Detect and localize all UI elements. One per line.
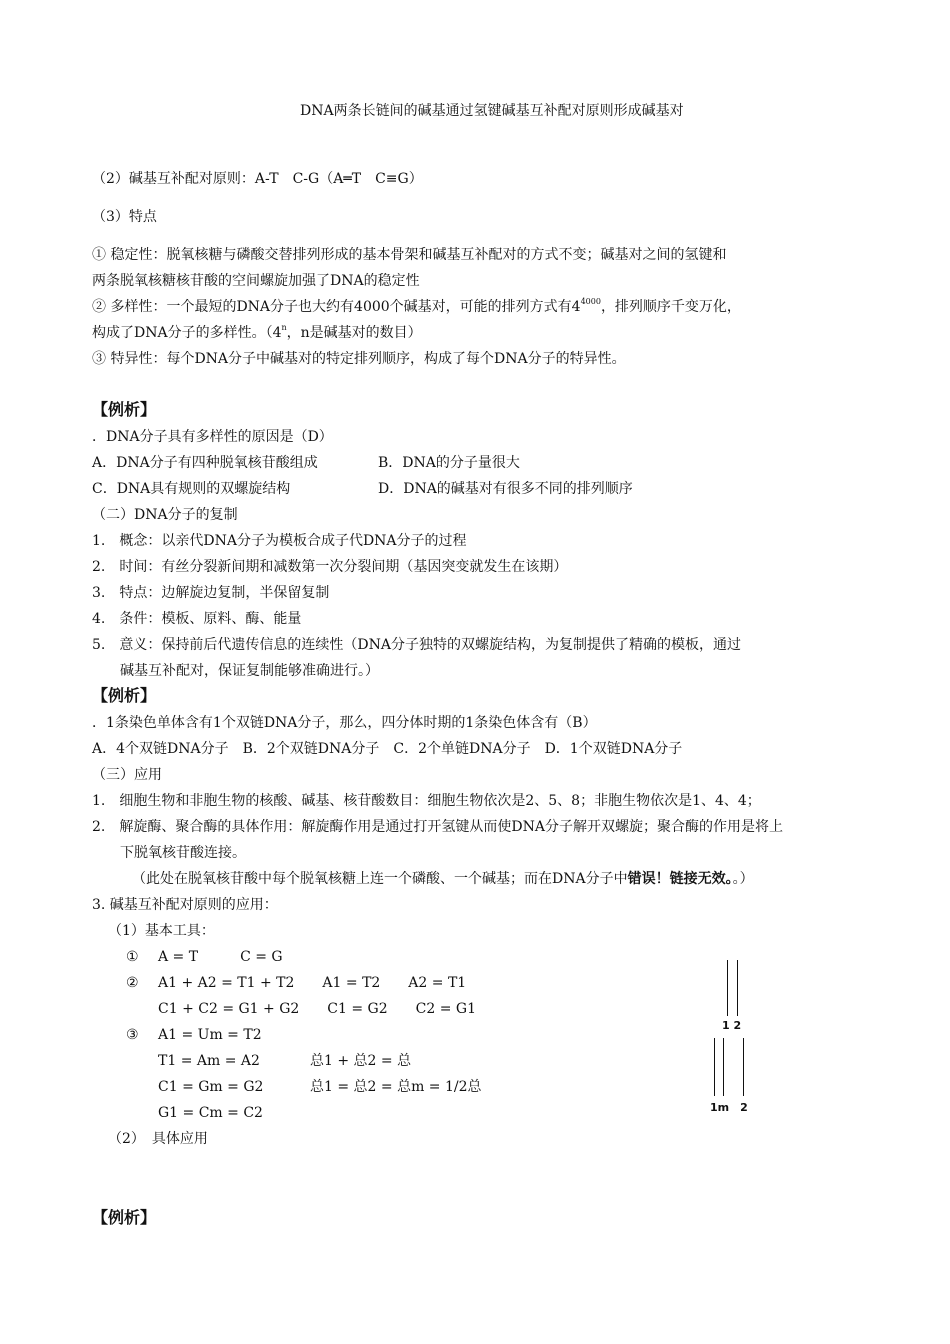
equation-c1: C1 = Gm = G2 [158, 1079, 264, 1095]
application-item-1: 1. 细胞生物和非胞生物的核酸、碱基、核苷酸数目：细胞生物依次是2、5、8；非胞生物依次是1、4、4； [92, 793, 761, 809]
strand-line-2-top [737, 960, 738, 1016]
feature-stability-1: ① 稳定性：脱氧核糖与磷酸交替排列形成的基本骨架和碱基互补配对的方式不变；碱基对之间的氢键和 [92, 247, 727, 263]
specific-application-heading: （2） 具体应用 [108, 1131, 208, 1147]
equation-total-half: 总1 = 总2 = 总m = 1/2总 [310, 1079, 482, 1095]
equation-g1: G1 = Cm = C2 [158, 1105, 263, 1121]
strand-line-m-bottom [723, 1038, 724, 1096]
circled-2: ② [126, 975, 139, 991]
application-item-3: 3. 碱基互补配对原则的应用： [92, 897, 278, 913]
strand-bottom-label: 1m 2 [710, 1101, 748, 1114]
example1-question: ．DNA分子具有多样性的原因是（D） [92, 429, 333, 445]
strand-line-1-top [727, 960, 728, 1016]
feature-stability-2: 两条脱氧核糖核苷酸的空间螺旋加强了DNA的稳定性 [92, 273, 420, 289]
equation-sum-c: C1 + C2 = G1 + G2 C1 = G2 C2 = G1 [158, 1001, 476, 1017]
feature-specificity: ③ 特异性：每个DNA分子中碱基对的特定排列顺序，构成了每个DNA分子的特异性。 [92, 351, 626, 367]
example2-question: ．1条染色单体含有1个双链DNA分子，那么，四分体时期的1条染色体含有（B） [92, 715, 597, 731]
broken-link-error: 错误！链接无效。 [627, 871, 733, 887]
replication-item-2: 2. 时间：有丝分裂新间期和减数第一次分裂间期（基因突变就发生在该期） [92, 559, 568, 575]
example1-option-c: C．DNA具有规则的双螺旋结构 [92, 481, 291, 497]
example1-option-a: A．DNA分子有四种脱氧核苷酸组成 [92, 455, 318, 471]
equation-sum-a: A1 + A2 = T1 + T2 A1 = T2 A2 = T1 [158, 975, 467, 991]
diversity-note: 构成了DNA分子的多样性。（4 [92, 325, 282, 341]
example1-option-d: D．DNA的碱基对有很多不同的排列顺序 [378, 481, 633, 497]
application-item-2-cont: 下脱氧核苷酸连接。 [120, 845, 246, 861]
replication-title: （二）DNA分子的复制 [92, 507, 238, 523]
replication-item-5: 5. 意义：保持前后代遗传信息的连续性（DNA分子独特的双螺旋结构，为复制提供了精确的模板，通过 [92, 637, 741, 653]
strand-top-label: 1 2 [722, 1019, 742, 1032]
equation-total-sum: 总1 + 总2 = 总 [310, 1053, 412, 1069]
note-tail: 。） [732, 871, 754, 887]
feature-diversity-1 [92, 298, 741, 316]
example-header-3: 【例析】 [92, 1208, 157, 1227]
diversity-exponent: 4000 [580, 297, 601, 306]
example1-option-b: B．DNA的分子量很大 [378, 455, 520, 471]
application-item-2-note [132, 870, 754, 888]
top-line: DNA两条长链间的碱基通过氢键碱基互补配对原则形成碱基对 [300, 103, 684, 119]
equation-t1: T1 = Am = A2 [158, 1053, 260, 1069]
example2-options: A．4个双链DNA分子 B．2个双链DNA分子 C．2个单链DNA分子 D．1个双链DNA分子 [92, 741, 683, 757]
feature-diversity-2 [92, 324, 422, 342]
example-header-2: 【例析】 [92, 686, 157, 705]
equation-a1: A1 = Um = T2 [158, 1027, 262, 1043]
replication-item-1: 1. 概念：以亲代DNA分子为模板合成子代DNA分子的过程 [92, 533, 467, 549]
basic-tools-heading: （1）基本工具： [108, 923, 215, 939]
example-header-1: 【例析】 [92, 400, 157, 419]
circled-1: ① [126, 949, 139, 965]
diversity-note-tail: ，n是碱基对的数目） [286, 325, 422, 341]
diversity-note-exponent: n [281, 323, 287, 332]
circled-3: ③ [126, 1027, 139, 1043]
equation-a-t: A = T C = G [158, 949, 283, 965]
diversity-text-tail: ，排列顺序千变万化， [600, 299, 741, 315]
replication-item-5-cont: 碱基互补配对，保证复制能够准确进行。） [120, 663, 379, 679]
application-title: （三）应用 [92, 767, 162, 783]
strand-line-1-bottom [714, 1038, 715, 1096]
features-heading: （3）特点 [92, 209, 157, 225]
replication-item-4: 4. 条件：模板、原料、酶、能量 [92, 611, 302, 627]
strand-line-2-bottom [743, 1038, 744, 1096]
pairing-principle: （2）碱基互补配对原则：A-T C-G（A═T C≡G） [92, 171, 423, 187]
diversity-text: ② 多样性：一个最短的DNA分子也大约有4000个碱基对，可能的排列方式有4 [92, 299, 581, 315]
application-item-2: 2. 解旋酶、聚合酶的具体作用：解旋酶作用是通过打开氢键从而使DNA分子解开双螺旋；聚合酶的作用是将上 [92, 819, 783, 835]
replication-item-3: 3. 特点：边解旋边复制，半保留复制 [92, 585, 330, 601]
note-text: （此处在脱氧核苷酸中每个脱氧核糖上连一个磷酸、一个碱基；而在DNA分子中 [132, 871, 628, 887]
